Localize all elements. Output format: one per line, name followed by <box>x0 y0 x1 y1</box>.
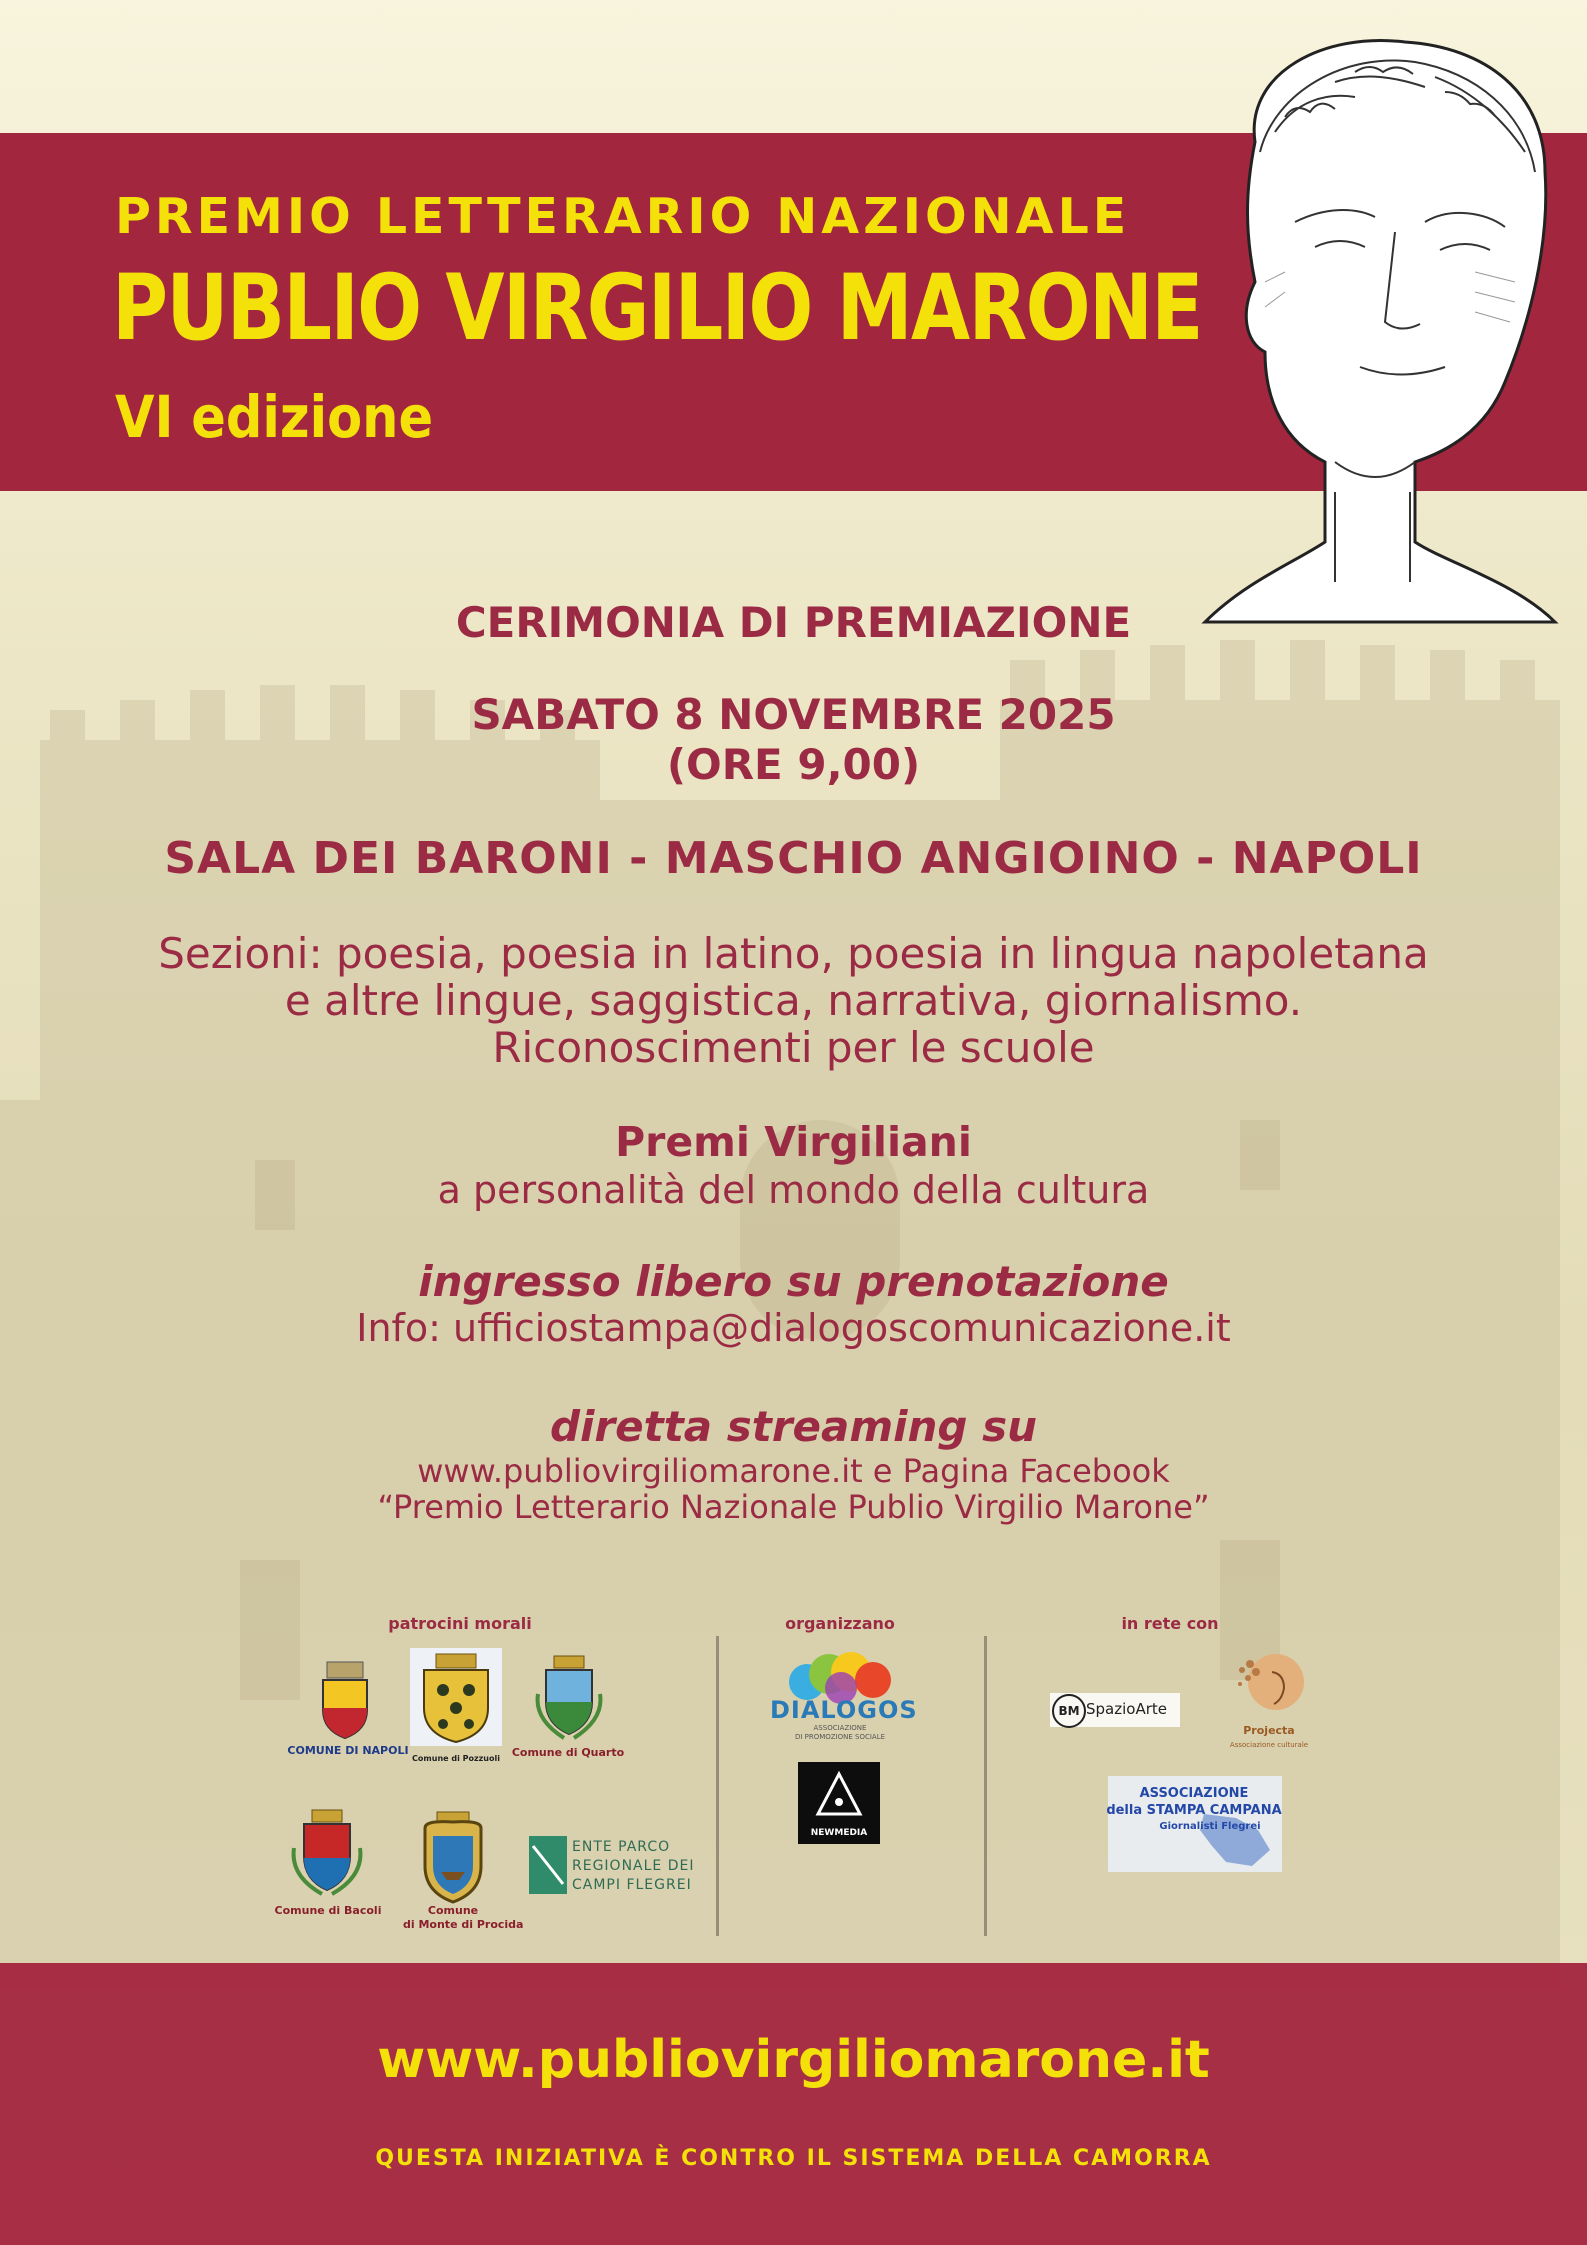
bm-mark-icon: BM <box>1052 1694 1086 1728</box>
awards-title: Premi Virgiliani <box>615 1118 972 1166</box>
quarto-caption: Comune di Quarto <box>511 1746 625 1759</box>
dialogos-sub-2: DI PROMOZIONE SOCIALE <box>794 1733 886 1741</box>
streaming-line-1: www.publiovirgiliomarone.it e Pagina Facebook <box>417 1452 1170 1490</box>
monte-di-procida-caption-2: di Monte di Procida <box>403 1918 524 1931</box>
event-date-block <box>0 690 1587 790</box>
campania-map-icon <box>1196 1810 1276 1870</box>
projecta-sub: Associazione culturale <box>1229 1741 1309 1749</box>
divider-left <box>716 1636 719 1936</box>
monte-di-procida-caption <box>403 1904 524 1932</box>
pozzuoli-crest-icon <box>410 1648 502 1746</box>
newmedia-caption: NEWMEDIA <box>810 1828 868 1838</box>
virgil-bust-illustration <box>1185 22 1565 632</box>
award-title: PUBLIO VIRGILIO MARONE <box>112 256 1202 361</box>
streaming-line-2: “Premio Letterario Nazionale Publio Virgilio Marone” <box>377 1488 1210 1526</box>
divider-right <box>984 1636 987 1936</box>
stampa-caption-2: della STAMPA CAMPANA <box>1106 1803 1282 1818</box>
award-kicker: PREMIO LETTERARIO NAZIONALE <box>115 188 1131 245</box>
edition-label: VI edizione <box>115 383 434 451</box>
quarto-crest-icon <box>534 1654 604 1740</box>
event-venue: SALA DEI BARONI - MASCHIO ANGIOINO - NAPOLI <box>164 833 1423 884</box>
bm-spazioarte-caption: SpazioArte <box>1086 1700 1167 1718</box>
pozzuoli-caption: Comune di Pozzuoli <box>412 1754 500 1763</box>
entry-note: ingresso libero su prenotazione <box>418 1257 1169 1306</box>
footer-band <box>0 1963 1587 2245</box>
parco-caption-3: CAMPI FLEGREI <box>572 1877 692 1893</box>
bacoli-crest-icon <box>290 1808 364 1896</box>
patronage-label: patrocini morali <box>388 1614 532 1633</box>
ceremony-heading: CERIMONIA DI PREMIAZIONE <box>455 598 1132 647</box>
napoli-caption: COMUNE DI NAPOLI <box>287 1744 409 1757</box>
dialogos-caption: DIALOGOS <box>770 1696 918 1724</box>
monte-di-procida-crest-icon <box>415 1810 491 1904</box>
sections-text: Sezioni: poesia, poesia in latino, poesia in lingua napoletana e altre lingue, saggistica, narrativa, giornalismo. Riconoscimenti per le scuole <box>158 929 1429 1072</box>
parco-campi-flegrei-icon <box>529 1836 567 1894</box>
monte-di-procida-caption-1: Comune <box>427 1904 479 1917</box>
event-time: (ORE 9,00) <box>666 740 921 789</box>
footer-note: QUESTA INIZIATIVA È CONTRO IL SISTEMA DELLA CAMORRA <box>375 2146 1212 2171</box>
info-email: Info: ufficiostampa@dialogoscomunicazione.it <box>356 1306 1231 1350</box>
parco-caption-2: REGIONALE DEI <box>572 1858 695 1874</box>
dialogos-sub-1: ASSOCIAZIONE <box>813 1724 867 1732</box>
bacoli-caption: Comune di Bacoli <box>274 1904 382 1917</box>
footer-website[interactable]: www.publiovirgiliomarone.it <box>377 2030 1210 2090</box>
projecta-logo-icon <box>1232 1652 1306 1716</box>
network-label: in rete con <box>1121 1614 1219 1633</box>
event-date: SABATO 8 NOVEMBRE 2025 <box>471 690 1116 739</box>
stampa-caption-3: Giornalisti Flegrei <box>1159 1821 1261 1832</box>
parco-caption-1: ENTE PARCO <box>572 1839 671 1855</box>
projecta-caption: Projecta <box>1243 1724 1295 1737</box>
stampa-caption-1: ASSOCIAZIONE <box>1139 1786 1249 1801</box>
organizers-label: organizzano <box>785 1614 895 1633</box>
awards-subtitle: a personalità del mondo della cultura <box>437 1168 1150 1212</box>
napoli-crest-icon <box>305 1660 385 1740</box>
streaming-heading: diretta streaming su <box>549 1402 1038 1451</box>
parco-caption <box>572 1838 695 1895</box>
